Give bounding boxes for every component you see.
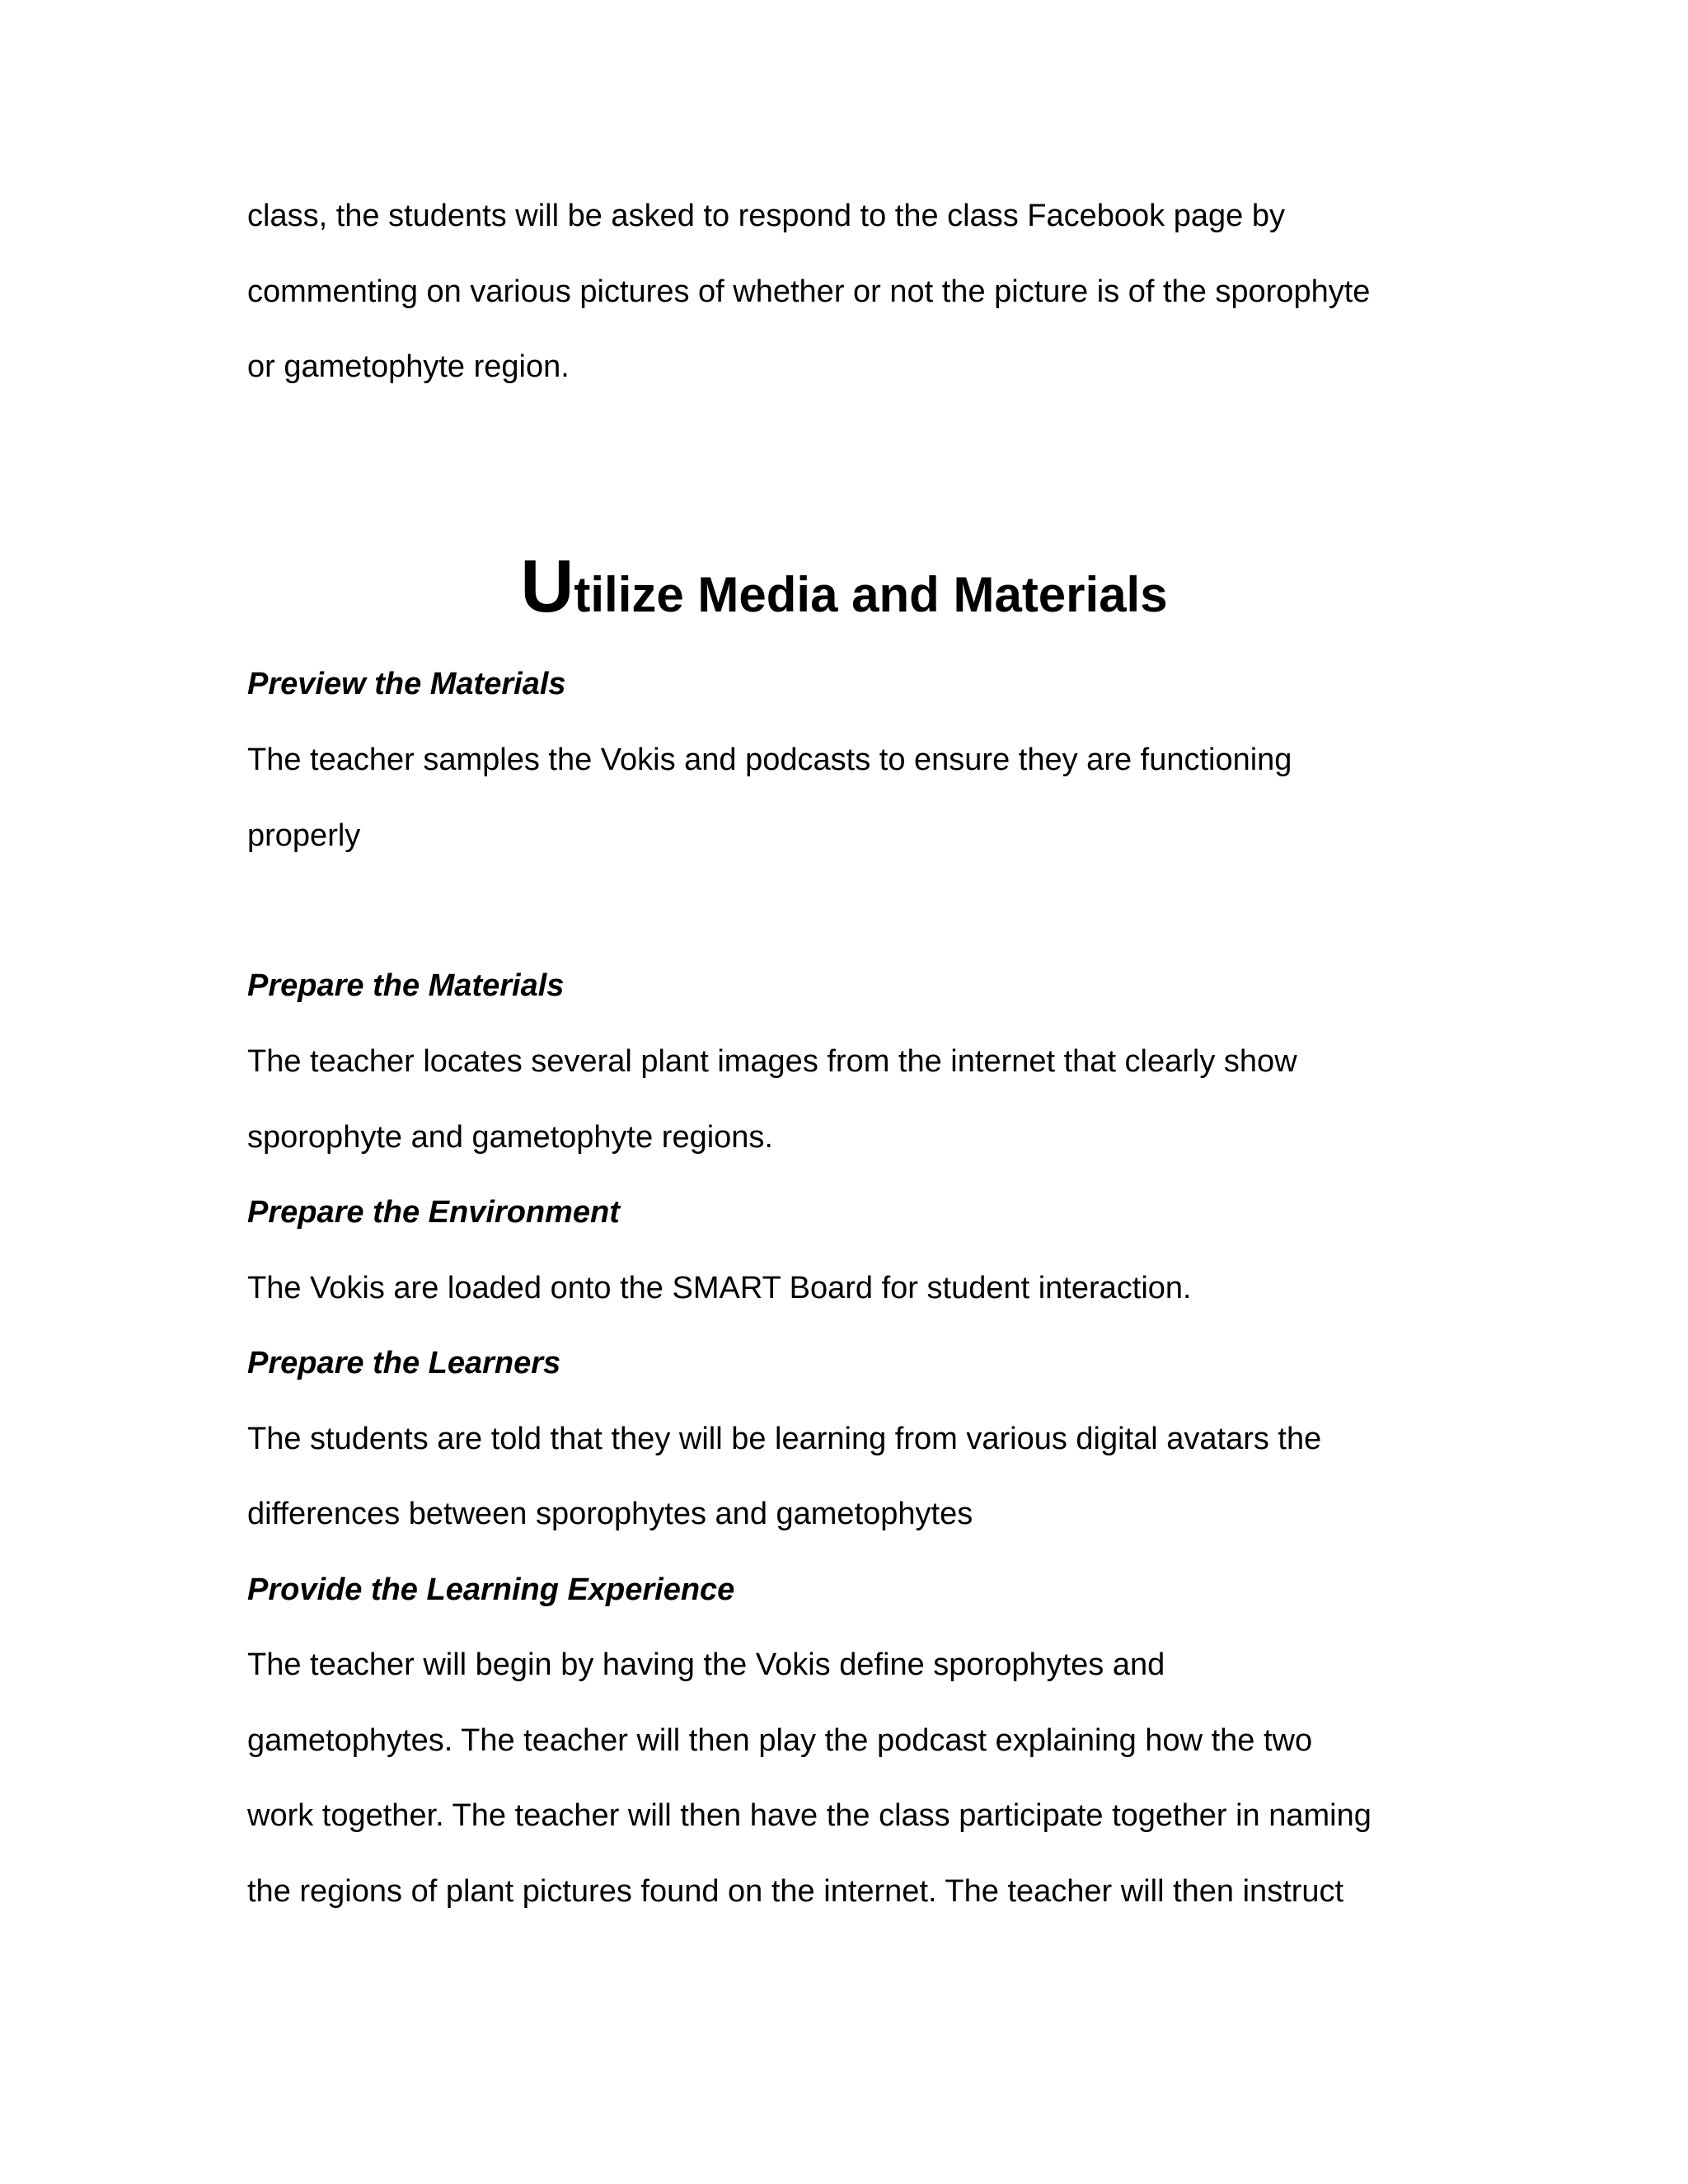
experience-line-3: work together. The teacher will then have the class participate together in naming (247, 1798, 1372, 1833)
prepare-materials-line-2: sporophyte and gametophyte regions. (247, 1120, 773, 1155)
prepare-materials-heading: Prepare the Materials (247, 968, 565, 1003)
experience-line-4: the regions of plant pictures found on the internet. The teacher will then instruct (247, 1874, 1344, 1909)
prepare-learners-line-2: differences between sporophytes and gametophytes (247, 1497, 973, 1531)
section-title (0, 546, 1688, 636)
intro-line-3: or gametophyte region. (247, 349, 570, 384)
prepare-learners-line-1: The students are told that they will be learning from various digital avatars the (247, 1422, 1322, 1456)
intro-line-2: commenting on various pictures of whether or not the picture is of the sporophyte (247, 274, 1371, 309)
experience-line-1: The teacher will begin by having the Vokis define sporophytes and (247, 1647, 1165, 1682)
preview-line-1: The teacher samples the Vokis and podcasts to ensure they are functioning (247, 743, 1292, 777)
preview-line-2: properly (247, 818, 361, 853)
intro-line-1: class, the students will be asked to respond to the class Facebook page by (247, 199, 1285, 233)
experience-line-2: gametophytes. The teacher will then play the podcast explaining how the two (247, 1723, 1313, 1758)
prepare-environment-line-1: The Vokis are loaded onto the SMART Board for student interaction. (247, 1271, 1192, 1305)
section-title-rest: tilize Media and Materials (574, 567, 1168, 622)
section-title-initial: U (520, 546, 574, 628)
prepare-materials-line-1: The teacher locates several plant images from the internet that clearly show (247, 1044, 1297, 1079)
prepare-learners-heading: Prepare the Learners (247, 1346, 561, 1380)
prepare-environment-heading: Prepare the Environment (247, 1195, 620, 1230)
preview-heading: Preview the Materials (247, 667, 566, 701)
experience-heading: Provide the Learning Experience (247, 1572, 735, 1607)
